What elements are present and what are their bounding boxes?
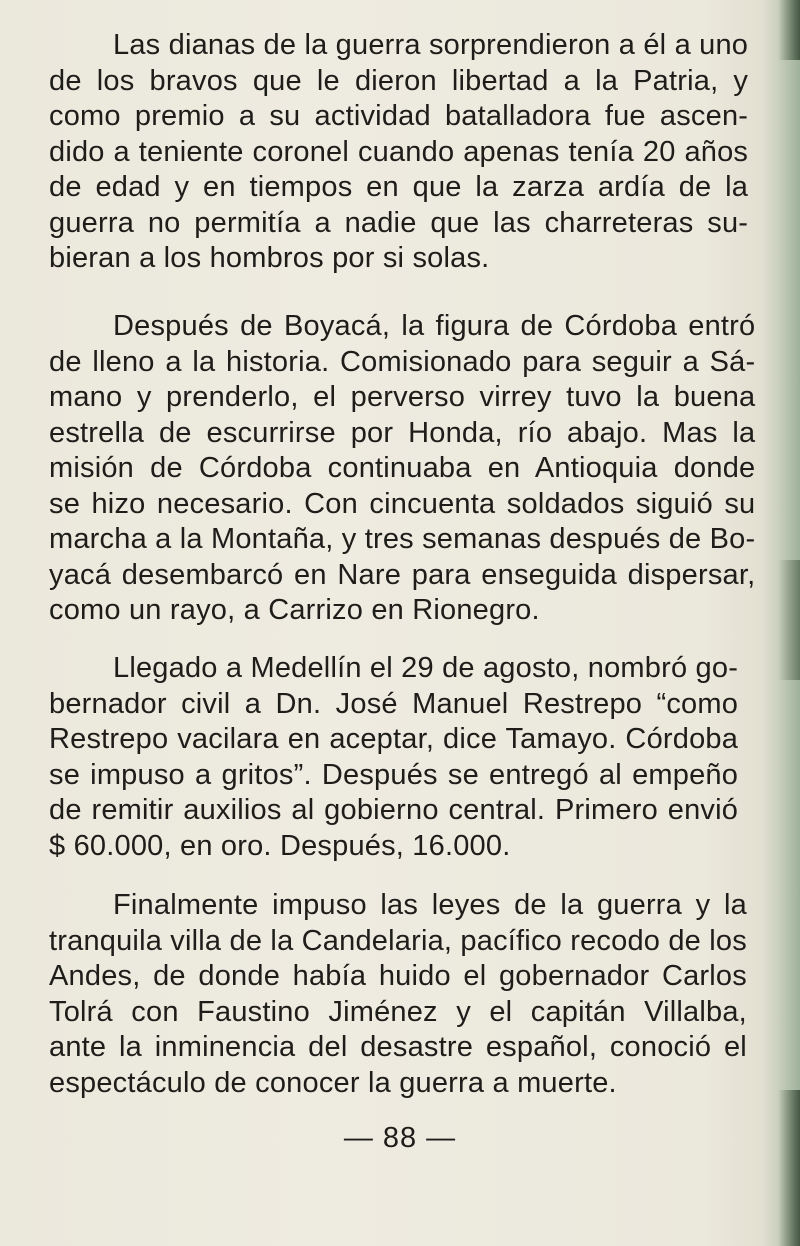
text-line: Llegado a Medellín el 29 de agosto, nombró go- [113, 652, 739, 684]
page-edge-dark-top [778, 0, 800, 60]
text-line: se hizo necesario. Con cincuenta soldados siguió su [49, 487, 756, 520]
text-line: Tolrá con Faustino Jiménez y el capitán Villalba, [49, 995, 747, 1028]
text-line: de remitir auxilios al gobierno central. Primero envió [49, 794, 739, 826]
paragraph-3 [49, 651, 738, 864]
page-number: — 88 — [343, 1122, 457, 1154]
text-line: como un rayo, a Carrizo en Rionegro. [49, 594, 540, 626]
paragraph-4 [49, 888, 747, 1101]
text-line: estrella de escurrirse por Honda, río abajo. Mas la [49, 416, 756, 449]
text-line: de lleno a la historia. Comisionado para seguir a Sá- [49, 345, 756, 378]
text-line: ante la inminencia del desastre español, conoció el [49, 1031, 747, 1063]
text-line: tranquila villa de la Candelaria, pacífico recodo de los [49, 924, 747, 957]
text-line: Finalmente impuso las leyes de la guerra y la [113, 889, 747, 921]
text-line: Andes, de donde había huido el gobernador Carlos [49, 960, 747, 992]
text-line: Después de Boyacá, la figura de Córdoba entró [113, 310, 756, 342]
page-edge-dark-middle [778, 560, 800, 680]
text-line: de los bravos que le dieron libertad a la Patria, y [49, 64, 749, 97]
text-line: como premio a su actividad batalladora fue ascen- [49, 100, 749, 132]
text-line: Las dianas de la guerra sorprendieron a él a uno [113, 29, 749, 61]
text-line: se impuso a gritos”. Después se entregó al empeño [49, 758, 739, 791]
page-edge-dark-bottom [778, 1090, 800, 1246]
text-line: de edad y en tiempos en que la zarza ardía de la [49, 171, 749, 203]
text-line: guerra no permitía a nadie que las charreteras su- [49, 206, 749, 239]
text-line: bieran a los hombros por si solas. [49, 242, 490, 274]
text-line: bernador civil a Dn. José Manuel Restrepo “como [49, 687, 739, 720]
text-line: espectáculo de conocer la guerra a muerte. [49, 1066, 617, 1099]
text-line: misión de Córdoba continuaba en Antioquia donde [49, 452, 756, 484]
paragraph-2 [49, 309, 755, 629]
text-line: $ 60.000, en oro. Después, 16.000. [49, 829, 511, 862]
text-line: mano y prenderlo, el perverso virrey tuvo la buena [49, 381, 756, 413]
paragraph-1 [49, 28, 748, 277]
text-line: marcha a la Montaña, y tres semanas después de Bo- [49, 523, 756, 555]
text-line: dido a teniente coronel cuando apenas tenía 20 años [49, 135, 749, 168]
text-line: yacá desembarcó en Nare para enseguida dispersar, [49, 558, 756, 591]
text-line: Restrepo vacilara en aceptar, dice Tamayo. Córdoba [49, 723, 739, 755]
